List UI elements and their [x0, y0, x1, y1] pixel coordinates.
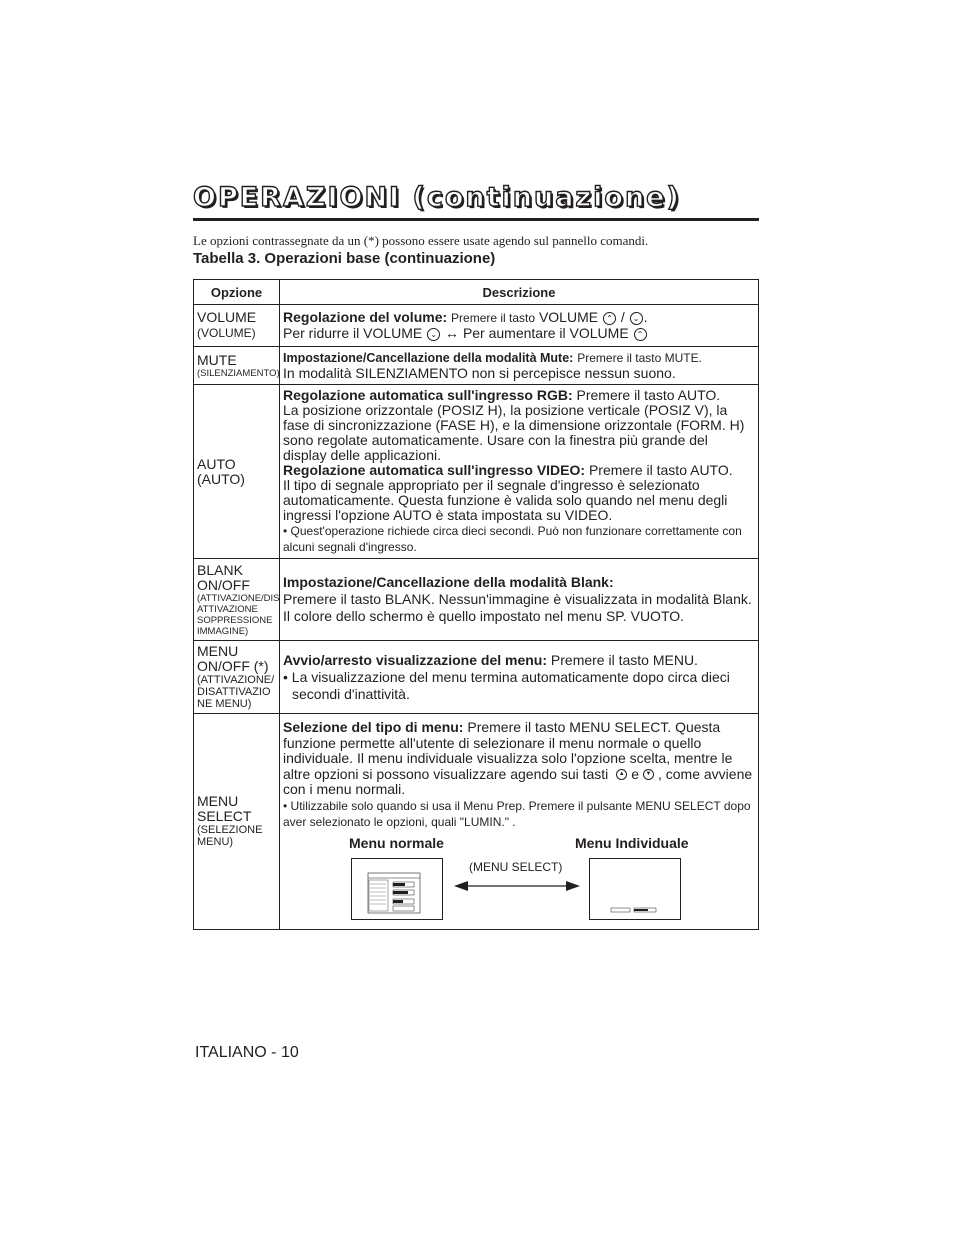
description-cell-auto — [280, 385, 759, 559]
description-text: . — [643, 309, 648, 325]
page-footer: ITALIANO - 10 — [195, 1044, 299, 1061]
description-text: Il tipo di segnale appropriato per il segnale d'ingresso è selezionato automaticamente. Questa funzione è valida solo quando nel menu degli ingressi l'opzione AUTO è stata impostata su VIDEO. — [283, 477, 728, 523]
volume-up-icon: ⌃ — [634, 328, 647, 341]
option-sublabel: (VOLUME) — [197, 326, 256, 340]
option-cell-volume — [194, 305, 280, 347]
volume-down-icon: ⌄ — [630, 312, 643, 325]
individual-menu-label: Menu Individuale — [575, 834, 689, 851]
table-row — [194, 714, 759, 930]
option-sublabel: (SILENZIAMENTO) — [197, 367, 280, 379]
page-title: OPERAZIONI (continuazione) — [193, 182, 681, 213]
description-cell-volume — [280, 305, 759, 347]
description-cell-menu-onoff — [280, 641, 759, 714]
menu-select-diagram — [283, 836, 754, 926]
separator-text: / — [620, 309, 625, 325]
title-rule — [193, 218, 759, 221]
left-right-arrow-icon: ↔ — [445, 325, 460, 341]
description-text: Premere il tasto MENU SELECT. Questa funzione permette all'utente di selezionare il menu normale o quello individuale. Il menu individuale visualizza solo l'opzione scelta, mentre le altre opzioni si possono visualizzare agendo sui tasti — [283, 719, 733, 782]
option-cell-auto — [194, 385, 280, 559]
volume-up-icon: ⌃ — [603, 312, 616, 325]
normal-menu-thumbnail — [352, 859, 442, 919]
description-text: Premere il tasto MUTE. — [577, 351, 702, 365]
table-row — [194, 305, 759, 347]
description-text: Il colore dello schermo è quello impostato nel menu SP. VUOTO. — [283, 608, 685, 624]
operations-table — [193, 279, 759, 930]
description-text: Premere il tasto — [451, 311, 536, 325]
option-label: MENU SELECT — [197, 793, 252, 825]
description-cell-mute — [280, 347, 759, 385]
normal-menu-label: Menu normale — [349, 834, 444, 851]
option-label: MENU ON/OFF (*) — [197, 643, 269, 674]
option-sublabel: (ATTIVAZIONE/ DISATTIVAZIO NE MENU) — [197, 674, 275, 710]
description-text: , come avviene con i menu normali. — [283, 765, 753, 797]
option-label: MUTE — [197, 351, 237, 368]
intro-text: Le opzioni contrassegnate da un (*) possono essere usate agendo sul pannello comandi. — [193, 233, 649, 248]
menu-select-label: (MENU SELECT) — [469, 859, 563, 874]
description-title: Regolazione del volume: — [283, 309, 448, 325]
option-label: AUTO — [197, 455, 236, 472]
description-note: • Quest'operazione richiede circa dieci secondi. Può non funzionare correttamente con alcuni segnali d'ingresso. — [283, 524, 742, 554]
description-text: Premere il tasto MENU. — [550, 651, 698, 668]
description-text: Per aumentare il VOLUME — [462, 325, 629, 341]
option-cell-blank — [194, 559, 280, 641]
description-bullet: • La visualizzazione del menu termina automaticamente dopo circa dieci — [283, 668, 730, 685]
double-arrow-icon — [454, 878, 580, 894]
option-cell-menu-onoff — [194, 641, 280, 714]
normal-menu-screen — [351, 858, 443, 920]
description-title: Regolazione automatica sull'ingresso VIDEO: — [283, 462, 586, 478]
option-sublabel: (SELEZIONE MENU) — [197, 824, 263, 849]
description-note: • Utilizzabile solo quando si usa il Menu Prep. Premere il pulsante MENU SELECT dopo aver selezionato le opzioni, quali "LUMIN." . — [283, 798, 751, 829]
table-caption: Tabella 3. Operazioni base (continuazione) — [193, 250, 496, 267]
header-description: Descrizione — [280, 280, 759, 305]
table-row — [194, 641, 759, 714]
description-text: VOLUME — [538, 309, 599, 325]
description-text: Premere il tasto AUTO. — [576, 387, 721, 403]
description-text: Premere il tasto AUTO. — [588, 462, 733, 478]
description-title: Impostazione/Cancellazione della modalità Blank: — [283, 574, 614, 590]
option-label: VOLUME — [197, 309, 257, 325]
individual-menu-thumbnail — [590, 859, 680, 919]
description-title: Impostazione/Cancellazione della modalità Mute: — [283, 351, 574, 365]
header-option: Opzione — [194, 280, 280, 305]
individual-menu-screen — [589, 858, 681, 920]
description-text: Per ridurre il VOLUME — [283, 325, 423, 341]
down-arrow-icon: ▼ — [643, 769, 654, 780]
option-cell-menu-select — [194, 714, 280, 930]
up-arrow-icon: ▲ — [616, 769, 627, 780]
description-text: Premere il tasto BLANK. Nessun'immagine è visualizzata in modalità Blank. — [283, 591, 752, 607]
description-bullet-cont: secondi d'inattività. — [292, 685, 410, 702]
table-row — [194, 385, 759, 559]
description-title: Selezione del tipo di menu: — [283, 719, 464, 735]
option-sublabel: (ATTIVAZIONE/DIS ATTIVAZIONE SOPPRESSIONE IMMAGINE) — [197, 592, 280, 637]
option-cell-mute — [194, 347, 280, 385]
description-text: In modalità SILENZIAMENTO non si percepisce nessun suono. — [283, 365, 676, 381]
description-text: e — [631, 765, 639, 782]
description-text: La posizione orizzontale (POSIZ H), la posizione verticale (POSIZ V), la fase di sincronizzazione (FASE H), e la dimensione orizzontale (FORM. H) sono regolate automaticamente. Usare con la finestra più grande del display delle applicazioni. — [283, 402, 745, 463]
table-row — [194, 347, 759, 385]
volume-down-icon: ⌄ — [427, 328, 440, 341]
table-row — [194, 559, 759, 641]
option-sublabel: (AUTO) — [197, 470, 245, 487]
description-title: Avvio/arresto visualizzazione del menu: — [283, 651, 548, 668]
description-title: Regolazione automatica sull'ingresso RGB: — [283, 387, 573, 403]
description-cell-blank — [280, 559, 759, 641]
table-header-row — [194, 280, 759, 305]
description-cell-menu-select — [280, 714, 759, 930]
option-label: BLANK ON/OFF — [197, 561, 250, 593]
